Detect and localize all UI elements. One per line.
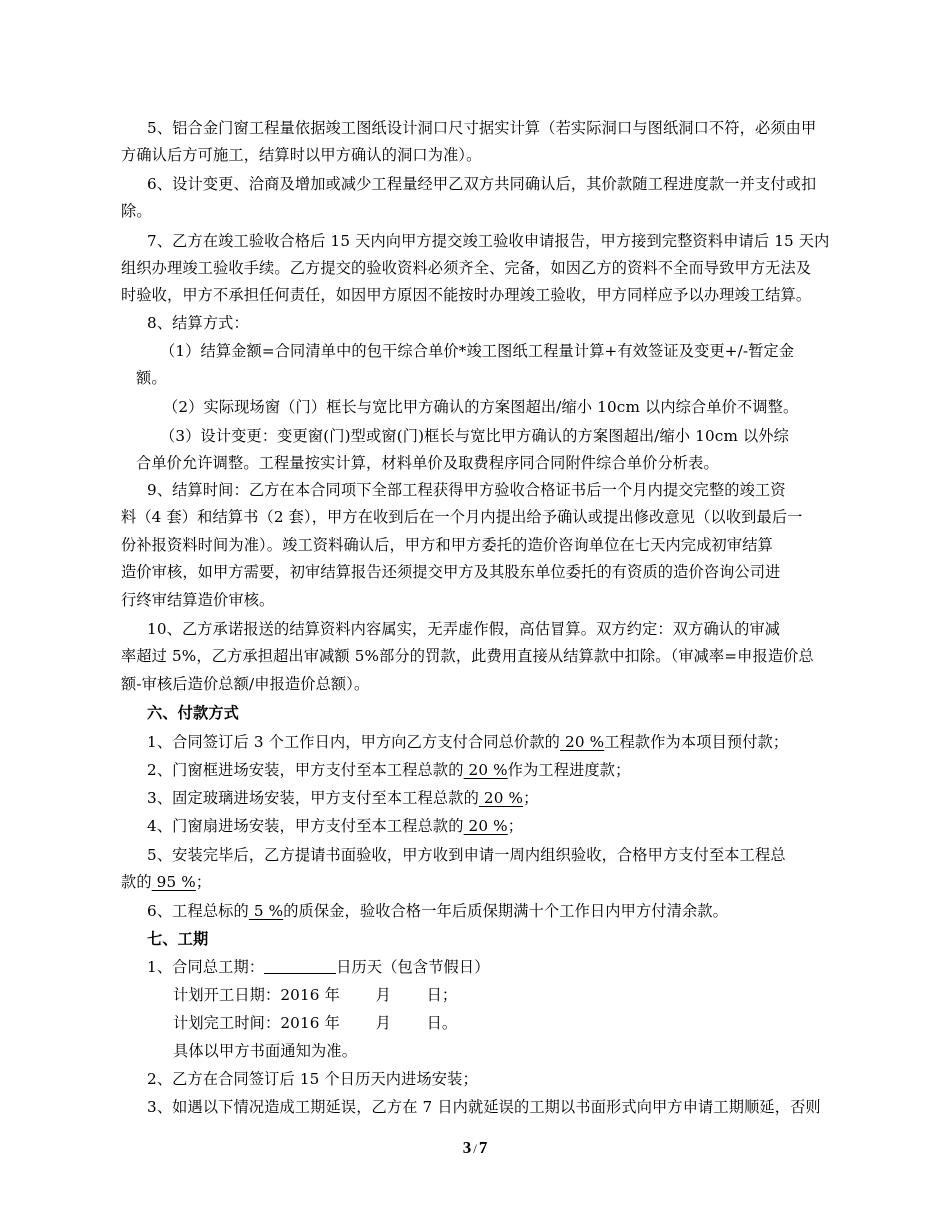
planned-start-date: 计划开工日期：2016 年 月 日； [173,986,458,1004]
clause-9-line-2: 料（4 套）和结算书（2 套），甲方在收到后在一个月内提出给予确认或提出修改意见（以收到最后一 [121,508,803,526]
retention-percent: 5 % [248,902,284,920]
payment-line-4-rest: ； [507,817,524,835]
payment-line-6-text: 6、工程总标的 [147,902,249,920]
payment-line-5-text: 款的 [121,873,152,891]
clause-8-heading: 8、结算方式： [147,314,249,332]
section-6-title: 六、付款方式 [147,704,240,722]
payment-line-1-text: 1、合同签订后 3 个工作日内，甲方向乙方支付合同总价款的 [147,733,561,751]
payment-1-percent: 20 % [560,733,605,751]
clause-9-line-5: 行终审结算造价审核。 [121,591,275,609]
total-days-blank [264,957,336,974]
section-7-title: 七、工期 [147,930,209,948]
payment-line-4 [147,816,523,836]
payment-line-2-rest: 作为工程进度款； [507,761,631,779]
clause-7-line-1: 7、乙方在竣工验收合格后 15 天内向甲方提交竣工验收申请报告，甲方接到完整资料申请后 15 天内 [147,232,830,250]
clause-7-line-2: 组织办理竣工验收手续。乙方提交的验收资料必须齐全、完备，如因乙方的资料不全而导致甲方无法及 [121,259,812,277]
schedule-line-3: 3、如遇以下情况造成工期延误，乙方在 7 日内就延误的工期以书面形式向甲方申请工期顺延，否则 [147,1098,821,1116]
payment-line-1-rest: 工程款作为本项目预付款； [604,733,789,751]
clause-8-3-line-2: 合单价允许调整。工程量按实计算，材料单价及取费程序同合同附件综合单价分析表。 [136,454,719,472]
payment-5-percent: 95 % [151,873,196,891]
payment-line-2 [147,760,630,780]
clause-5-line-1: 5、铝合金门窗工程量依据竣工图纸设计洞口尺寸据实计算（若实际洞口与图纸洞口不符，必须由甲 [147,119,817,137]
payment-line-6-rest: 的质保金，验收合格一年后质保期满十个工作日内甲方付清余款。 [283,902,728,920]
schedule-line-1-rest: 日历天（包含节假日） [336,958,490,976]
payment-3-percent: 20 % [478,789,524,807]
page-separator: / [473,1141,477,1156]
clause-5-line-2: 方确认后方可施工，结算时以甲方确认的洞口为准）。 [121,146,482,164]
clause-6-line-1: 6、设计变更、洽商及增加或减少工程量经甲乙双方共同确认后，其价款随工程进度款一并支付或扣 [147,175,817,193]
clause-9-line-4: 造价审核，如甲方需要，初审结算报告还须提交甲方及其股东单位委托的有资质的造价咨询公司进 [121,563,781,581]
clause-9-line-1: 9、结算时间：乙方在本合同项下全部工程获得甲方验收合格证书后一个月内提交完整的竣工资 [147,481,786,499]
payment-line-5-cont [121,872,211,892]
payment-4-percent: 20 % [463,817,508,835]
page-total: 7 [478,1138,488,1157]
clause-8-1-line-1: （1）结算金额=合同清单中的包干综合单价*竣工图纸工程量计算+有效签证及变更+/-暂定金 [160,342,795,360]
clause-8-2: （2）实际现场窗（门）框长与宽比甲方确认的方案图超出/缩小 10cm 以内综合单价不调整。 [163,398,799,416]
schedule-line-2: 2、乙方在合同签订后 15 个日历天内进场安装； [147,1070,478,1088]
schedule-note: 具体以甲方书面通知为准。 [173,1042,358,1060]
payment-line-6 [147,901,728,921]
schedule-line-1-text: 1、合同总工期： [147,958,265,976]
payment-line-3-text: 3、固定玻璃进场安装，甲方支付至本工程总款的 [147,789,479,807]
page-number [0,1138,950,1158]
payment-line-1 [147,732,788,752]
clause-10-line-1: 10、乙方承诺报送的结算资料内容属实，无弄虚作假，高估冒算。双方约定：双方确认的审减 [147,620,781,638]
clause-8-1-line-2: 额。 [136,369,167,387]
payment-line-3-rest: ； [523,789,539,807]
payment-line-5: 5、安装完毕后，乙方提请书面验收，甲方收到申请一周内组织验收，合格甲方支付至本工程总 [147,846,786,864]
payment-line-2-text: 2、门窗框进场安装，甲方支付至本工程总款的 [147,761,464,779]
clause-7-line-3: 时验收，甲方不承担任何责任，如因甲方原因不能按时办理竣工验收，甲方同样应予以办理竣工结算。 [121,286,812,304]
clause-9-line-3: 份补报资料时间为准）。竣工资料确认后，甲方和甲方委托的造价咨询单位在七天内完成初审结算 [121,536,773,554]
payment-line-4-text: 4、门窗扇进场安装，甲方支付至本工程总款的 [147,817,464,835]
planned-end-date: 计划完工时间：2016 年 月 日。 [173,1014,458,1032]
clause-6-line-2: 除。 [121,202,152,220]
payment-2-percent: 20 % [463,761,508,779]
payment-line-5-rest: ； [195,873,212,891]
clause-8-3-line-1: （3）设计变更：变更窗(门)型或窗(门)框长与宽比甲方确认的方案图超出/缩小 10cm 以外综 [160,427,789,445]
clause-10-line-3: 额-审核后造价总额/申报造价总额）。 [121,675,370,693]
page-current: 3 [462,1138,472,1157]
payment-line-3 [147,788,538,808]
clause-10-line-2: 率超过 5%，乙方承担超出审减额 5%部分的罚款，此费用直接从结算款中扣除。（审减率=申报造价总 [121,647,814,665]
schedule-line-1 [147,957,490,977]
